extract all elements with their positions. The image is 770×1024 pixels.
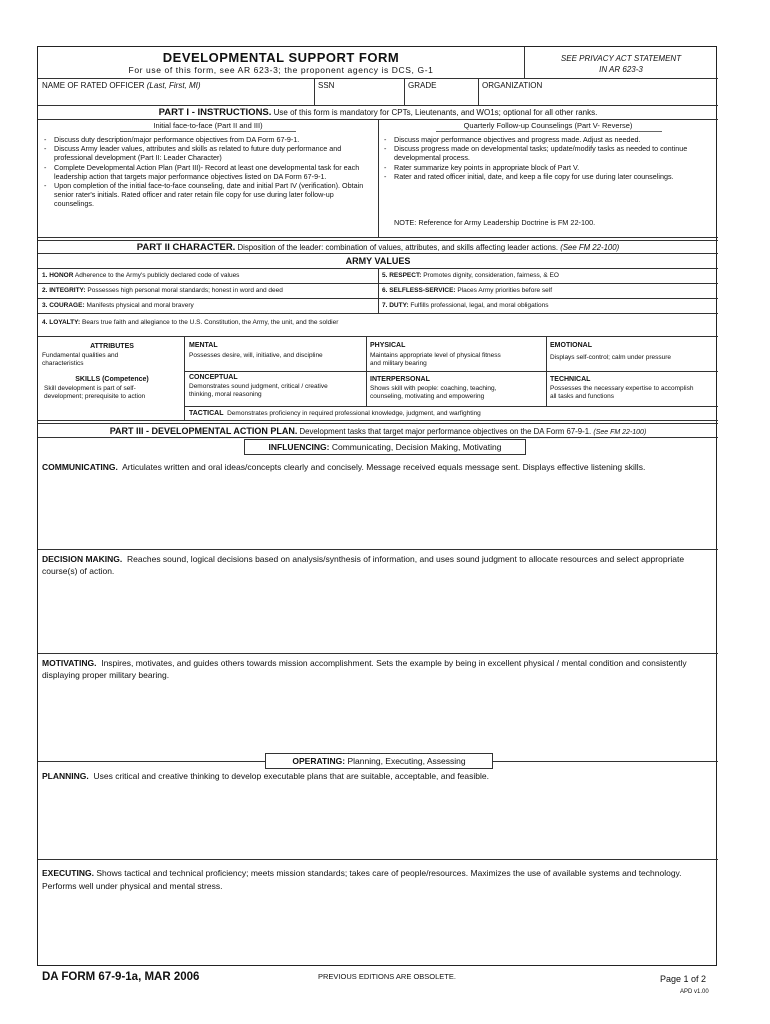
list-item: - Discuss major performance objectives and progress made. Adjust as needed. — [384, 135, 714, 144]
planning-field[interactable] — [42, 785, 714, 855]
executing-heading: EXECUTING. Shows tactical and technical proficiency; meets mission standards; takes care of people/resources. Maximizes the use of available systems and technology. Performs well under physical and mental stress. — [42, 868, 682, 891]
version-label: APD v1.00 — [680, 989, 709, 995]
list-item: - Discuss progress made on developmental tasks; update/modify tasks as needed to continue developmental process. — [384, 144, 714, 162]
list-item: - Rater and rated officer initial, date, and keep a file copy for use during later counselings. — [384, 172, 714, 181]
privacy-act-line2: IN AR 623-3 — [599, 65, 643, 74]
technical-desc: Possesses the necessary expertise to accomplish all tasks and functions — [550, 385, 694, 400]
mental-label: MENTAL — [189, 342, 218, 349]
part1-right-heading: Quarterly Follow-up Counselings (Part V- Reverse) — [463, 121, 633, 130]
physical-desc: Maintains appropriate level of physical fitness and military bearing — [370, 352, 501, 367]
influencing-heading: INFLUENCING: Communicating, Decision Making, Motivating — [244, 439, 526, 455]
list-item: - Discuss duty description/major performance objectives from DA Form 67-9-1. — [44, 135, 364, 144]
form-subtitle: For use of this form, see AR 623-3; the proponent agency is DCS, G-1 — [128, 65, 434, 75]
ssn-field[interactable] — [318, 91, 402, 103]
value-honor: 1. HONOR Adherence to the Army's publicly declared code of values — [42, 272, 240, 279]
part2-header: PART II CHARACTER. Disposition of the leader: combination of values, attributes, and skills affecting leader actions. (See FM 22-100) — [136, 242, 620, 253]
list-item: - Discuss Army leader values, attributes and skills as related to future duty performance and professional development (Part II: Leader Character) — [44, 144, 364, 162]
technical-label: TECHNICAL — [550, 376, 591, 383]
physical-label: PHYSICAL — [370, 342, 406, 349]
attributes-desc: Fundamental qualities and characteristics — [42, 352, 119, 367]
grade-field-label: GRADE — [408, 81, 437, 90]
interpersonal-label: INTERPERSONAL — [370, 376, 430, 383]
decision-making-heading: DECISION MAKING. Reaches sound, logical decisions based on analysis/synthesis of information, and uses sound judgment to allocate resources and select appropriate course(s) of action. — [42, 554, 685, 576]
decision-making-field[interactable] — [42, 579, 714, 649]
value-duty: 7. DUTY: Fulfills professional, legal, and moral obligations — [382, 302, 549, 309]
value-courage: 3. COURAGE: Manifests physical and moral bravery — [42, 302, 194, 309]
conceptual-desc: Demonstrates sound judgment, critical / creative thinking, moral reasoning — [189, 383, 328, 398]
executing-field[interactable] — [42, 895, 714, 961]
grade-field[interactable] — [408, 91, 476, 103]
list-item: - Upon completion of the initial face-to-face counseling, date and initial Part IV (verification). Obtain senior rater's initials. Rated officer and rater retain file copy for use during later follow-up counselings. — [44, 181, 364, 209]
ssn-field-label: SSN — [318, 81, 335, 90]
part1-right-list — [384, 135, 714, 181]
part3-header: PART III - DEVELOPMENTAL ACTION PLAN. Development tasks that target major performance objectives on the DA Form 67-9-1. (See FM 22-100) — [109, 426, 647, 436]
attributes-label: ATTRIBUTES — [90, 343, 134, 350]
part1-left-list — [44, 135, 364, 209]
skills-label: SKILLS (Competence) — [75, 376, 149, 383]
army-values-heading: ARMY VALUES — [345, 256, 411, 266]
interpersonal-desc: Shows skill with people: coaching, teaching, counseling, motivating and empowering — [370, 385, 497, 400]
form-title: DEVELOPMENTAL SUPPORT FORM — [162, 50, 400, 65]
value-respect: 5. RESPECT: Promotes dignity, consideration, fairness, & EO — [382, 272, 559, 279]
conceptual-label: CONCEPTUAL — [189, 374, 238, 381]
name-field[interactable] — [42, 91, 312, 103]
list-item: - Complete Developmental Action Plan (Part III)- Record at least one developmental task for each leadership action that targets major performance objectives listed on DA Form 67-9-1. — [44, 163, 364, 181]
form-number: DA FORM 67-9-1a, MAR 2006 — [42, 971, 200, 983]
part1-note: NOTE: Reference for Army Leadership Doctrine is FM 22-100. — [394, 218, 596, 227]
developmental-support-form — [37, 46, 717, 966]
privacy-act-line1: SEE PRIVACY ACT STATEMENT — [560, 54, 682, 63]
emotional-desc: Displays self-control; calm under pressure — [550, 354, 672, 361]
mental-desc: Possesses desire, will, initiative, and discipline — [189, 352, 323, 359]
communicating-field[interactable] — [42, 487, 714, 547]
page-number: Page 1 of 2 — [660, 974, 707, 984]
motivating-field[interactable] — [42, 683, 714, 751]
obsolete-notice: PREVIOUS EDITIONS ARE OBSOLETE. — [318, 972, 456, 981]
organization-field[interactable] — [482, 91, 714, 103]
organization-field-label: ORGANIZATION — [482, 81, 543, 90]
part1-left-heading: Initial face-to-face (Part II and III) — [153, 121, 263, 130]
communicating-heading: COMMUNICATING. Articulates written and oral ideas/concepts clearly and concisely. Message received equals message sent. Displays effective listening skills. — [42, 462, 646, 472]
value-loyalty: 4. LOYALTY: Bears true faith and allegiance to the U.S. Constitution, the Army, the unit, and the soldier — [42, 319, 339, 326]
operating-heading: OPERATING: Planning, Executing, Assessing — [265, 753, 493, 769]
emotional-label: EMOTIONAL — [550, 342, 592, 349]
value-selfless-service: 6. SELFLESS-SERVICE: Places Army priorities before self — [382, 287, 553, 294]
motivating-heading: MOTIVATING. Inspires, motivates, and guides others towards mission accomplishment. Sets the example by being in excellent physical / mental condition and consistently displaying proper military bearing. — [42, 658, 687, 680]
list-item: - Rater summarize key points in appropriate block of Part V. — [384, 163, 714, 172]
planning-heading: PLANNING. Uses critical and creative thinking to develop executable plans that are suitable, acceptable, and feasible. — [42, 771, 489, 781]
value-integrity: 2. INTEGRITY: Possesses high personal moral standards; honest in word and deed — [42, 287, 283, 294]
skills-desc: Skill development is part of self-development; prerequisite to action — [44, 385, 146, 400]
tactical-row: TACTICAL Demonstrates proficiency in required professional knowledge, judgment, and warfighting — [189, 410, 481, 417]
name-field-label: NAME OF RATED OFFICER (Last, First, MI) — [42, 81, 201, 90]
part1-header: PART I - INSTRUCTIONS. Use of this form is mandatory for CPTs, Lieutenants, and WO1s; optional for all other ranks. — [158, 107, 598, 118]
